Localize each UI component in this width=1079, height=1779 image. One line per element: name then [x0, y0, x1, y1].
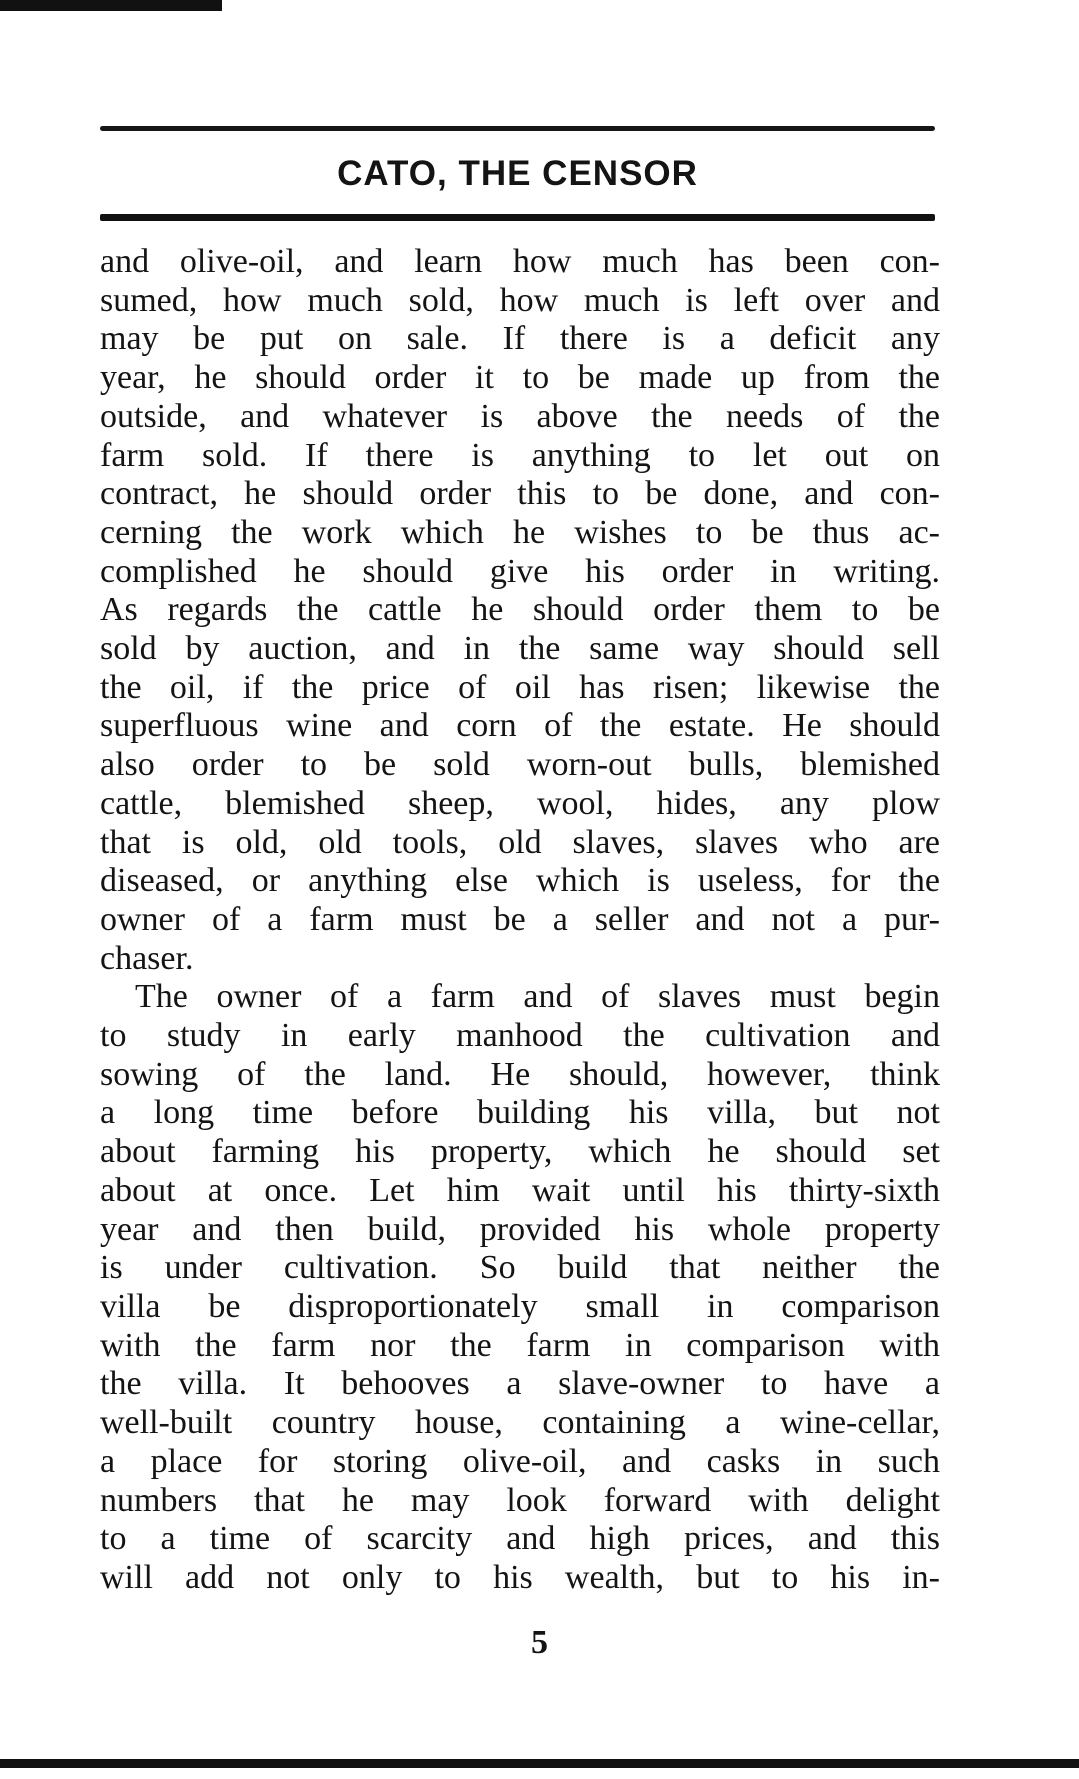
- text-line: year and then build, provided his whole property: [100, 1210, 940, 1248]
- text-line: chaser.: [100, 939, 194, 977]
- text-line: to study in early manhood the cultivation and: [100, 1017, 940, 1055]
- text-line: the villa. It behooves a slave-owner to have a: [100, 1365, 940, 1403]
- text-line: that is old, old tools, old slaves, slaves who are: [100, 823, 940, 861]
- text-line: The owner of a farm and of slaves must begin: [135, 978, 940, 1016]
- text-line: cerning the work which he wishes to be thus ac-: [100, 513, 940, 551]
- text-line: will add not only to his wealth, but to his in-: [100, 1558, 940, 1596]
- text-line: cattle, blemished sheep, wool, hides, any plow: [100, 784, 940, 822]
- scan-bottom-edge: [0, 1759, 1079, 1768]
- text-line: a place for storing olive-oil, and casks in such: [100, 1442, 940, 1480]
- text-line: diseased, or anything else which is useless, for the: [100, 862, 940, 900]
- text-line: owner of a farm must be a seller and not a pur-: [100, 900, 940, 938]
- text-line: farm sold. If there is anything to let out on: [100, 436, 940, 474]
- page-number: 5: [531, 1624, 548, 1661]
- text-line: about farming his property, which he should set: [100, 1133, 940, 1171]
- text-line: the oil, if the price of oil has risen; likewise the: [100, 668, 940, 706]
- text-line: also order to be sold worn-out bulls, blemished: [100, 746, 940, 784]
- text-line: about at once. Let him wait until his thirty-sixth: [100, 1171, 940, 1209]
- text-line: year, he should order it to be made up from the: [100, 359, 940, 397]
- text-line: a long time before building his villa, but not: [100, 1094, 940, 1132]
- text-line: sowing of the land. He should, however, think: [100, 1055, 940, 1093]
- text-line: superfluous wine and corn of the estate. He should: [100, 707, 940, 745]
- header-rule-top: [100, 126, 935, 131]
- text-line: outside, and whatever is above the needs of the: [100, 397, 940, 435]
- body-text: [100, 243, 940, 1598]
- text-line: to a time of scarcity and high prices, and this: [100, 1520, 940, 1558]
- text-line: sumed, how much sold, how much is left over and: [100, 281, 940, 319]
- text-line: well-built country house, containing a wine-cellar,: [100, 1404, 940, 1442]
- text-line: villa be disproportionately small in comparison: [100, 1287, 940, 1325]
- text-line: numbers that he may look forward with delight: [100, 1481, 940, 1519]
- paragraph: [100, 978, 940, 1597]
- scan-corner-mark: [0, 0, 222, 11]
- text-line: with the farm nor the farm in comparison with: [100, 1326, 940, 1364]
- header-rule-bottom: [100, 214, 935, 221]
- running-head: CATO, THE CENSOR: [337, 154, 698, 193]
- text-line: is under cultivation. So build that neither the: [100, 1249, 940, 1287]
- text-line: complished he should give his order in writing.: [100, 552, 940, 590]
- text-line: may be put on sale. If there is a deficit any: [100, 320, 940, 358]
- text-line: and olive-oil, and learn how much has been con-: [100, 243, 940, 280]
- paragraph: [100, 243, 940, 978]
- text-line: contract, he should order this to be done, and con-: [100, 475, 940, 513]
- text-line: As regards the cattle he should order them to be: [100, 591, 940, 629]
- text-line: sold by auction, and in the same way should sell: [100, 630, 940, 668]
